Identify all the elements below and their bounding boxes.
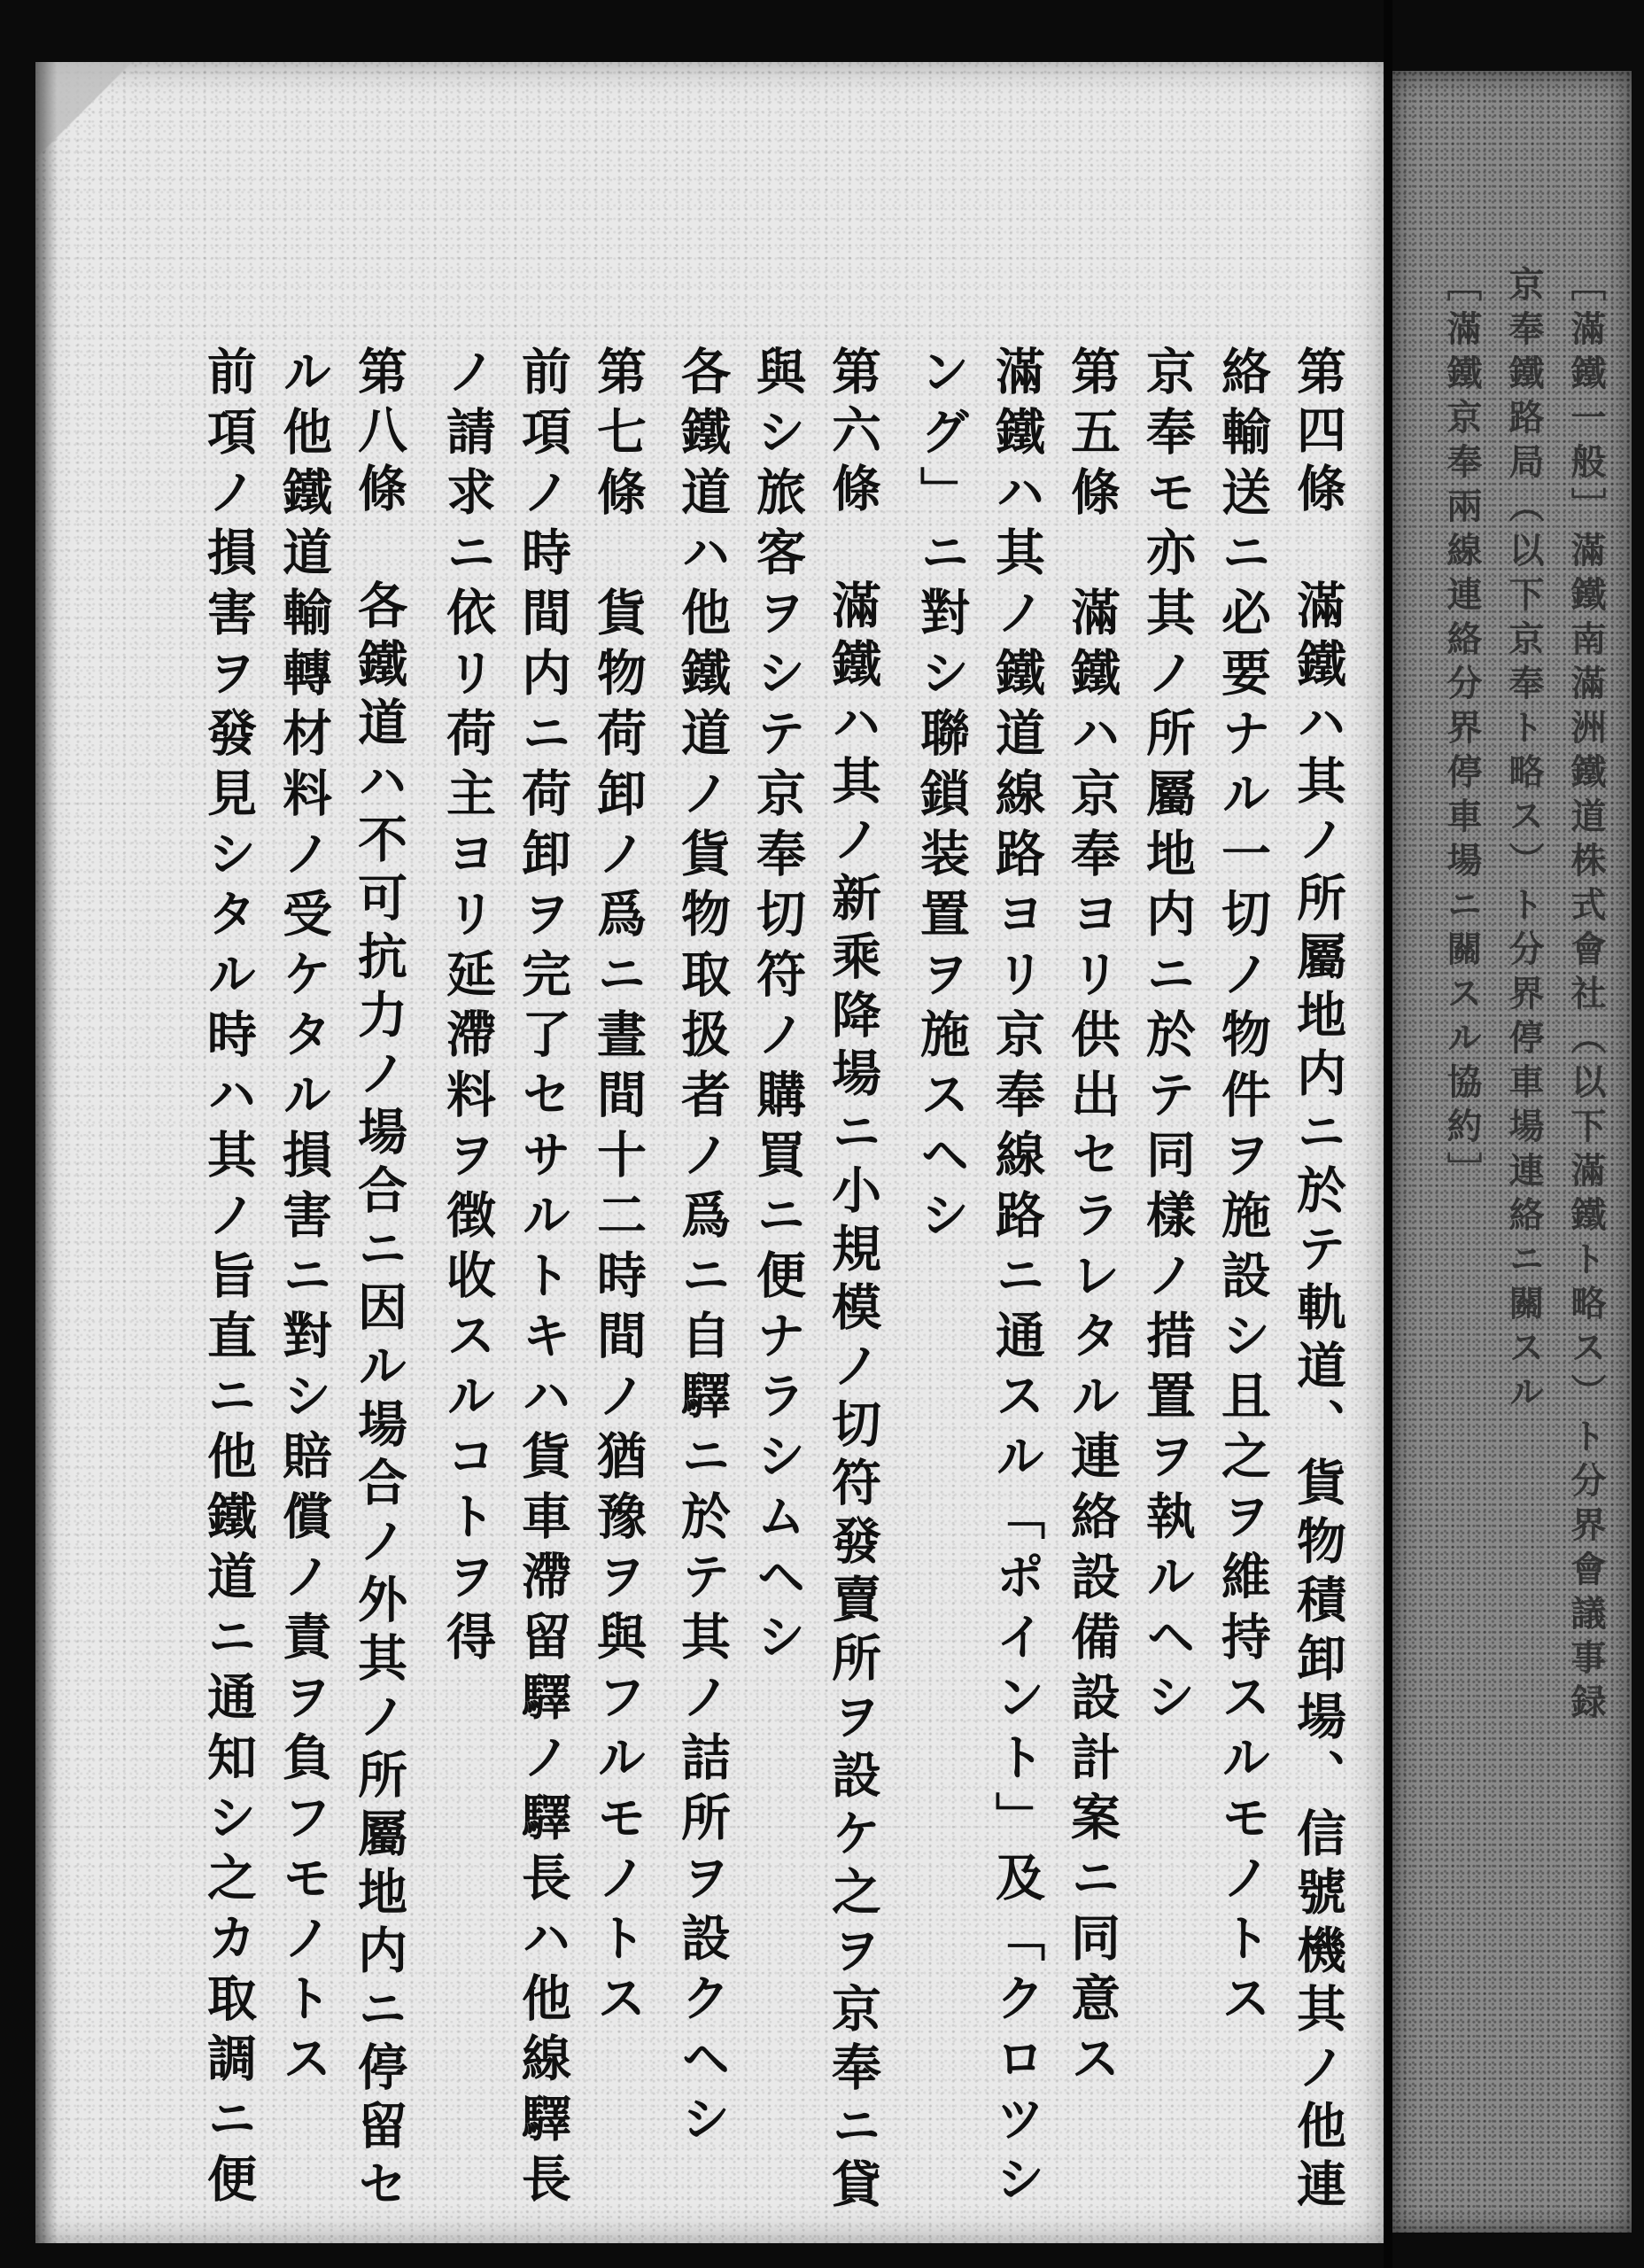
text-column-1: 第四條 滿鐵ハ其ノ所屬地内ニ於テ軌道、貨物積卸場、信號機其ノ他連 — [1289, 346, 1347, 2217]
margin-column-1: ［滿鐵一般］滿鐵南滿洲鐵道株式會社（以下滿鐵ト略ス）ト分界會議事録 — [1565, 266, 1607, 1728]
text-column-10: 第七條 貨物荷卸ノ爲ニ晝間十二時間ノ猶豫ヲ與フルモノトス — [589, 346, 648, 2032]
text-column-13: 第八條 各鐵道ハ不可抗力ノ場合ニ因ル場合ノ外其ノ所屬地内ニ停留セ — [350, 346, 408, 2217]
text-column-5: 滿鐵ハ其ノ鐵道線路ヨリ京奉線路ニ通スル「ポイント」及「クロツシ — [988, 346, 1046, 2213]
margin-column-2: 京奉鐵路局（以下京奉ト略ス）ト分界停車場連絡ニ關スル — [1503, 266, 1545, 1418]
text-column-7: 第六條 滿鐵ハ其ノ新乘降場ニ小規模ノ切符發賣所ヲ設ケ之ヲ京奉ニ貸 — [824, 346, 882, 2217]
text-column-11: 前項ノ時間内ニ荷卸ヲ完了セサルトキハ貨車滯留驛ノ驛長ハ他線驛長 — [514, 346, 572, 2213]
text-column-12: ノ請求ニ依リ荷主ヨリ延滯料ヲ徴收スルコトヲ得 — [438, 346, 497, 1671]
text-column-14: ル他鐵道輸轉材料ノ受ケタル損害ニ對シ賠償ノ責ヲ負フモノトス — [275, 346, 333, 2093]
text-column-15: 前項ノ損害ヲ發見シタル時ハ其ノ旨直ニ他鐵道ニ通知シ之カ取調ニ便 — [199, 346, 258, 2213]
margin-column-3: ［滿鐵京奉兩線連絡分界停車場ニ關スル協約］ — [1441, 266, 1483, 1196]
text-column-9: 各鐵道ハ他鐵道ノ貨物取扱者ノ爲ニ自驛ニ於テ其ノ詰所ヲ設クヘシ — [673, 346, 732, 2153]
page-left-shadow — [35, 62, 57, 2243]
text-column-6: ング」ニ對シ聯鎖装置ヲ施スヘシ — [912, 346, 971, 1249]
text-column-2: 絡輸送ニ必要ナル一切ノ物件ヲ施設シ且之ヲ維持スルモノトス — [1214, 346, 1272, 2032]
book-spine — [1384, 0, 1392, 2268]
text-column-8: 與シ旅客ヲシテ京奉切符ノ購買ニ便ナラシムヘシ — [748, 346, 807, 1671]
text-column-4: 第五條 滿鐵ハ京奉ヨリ供出セラレタル連絡設備設計案ニ同意ス — [1063, 346, 1121, 2093]
text-column-3: 京奉モ亦其ノ所屬地内ニ於テ同樣ノ措置ヲ執ルヘシ — [1138, 346, 1197, 1731]
